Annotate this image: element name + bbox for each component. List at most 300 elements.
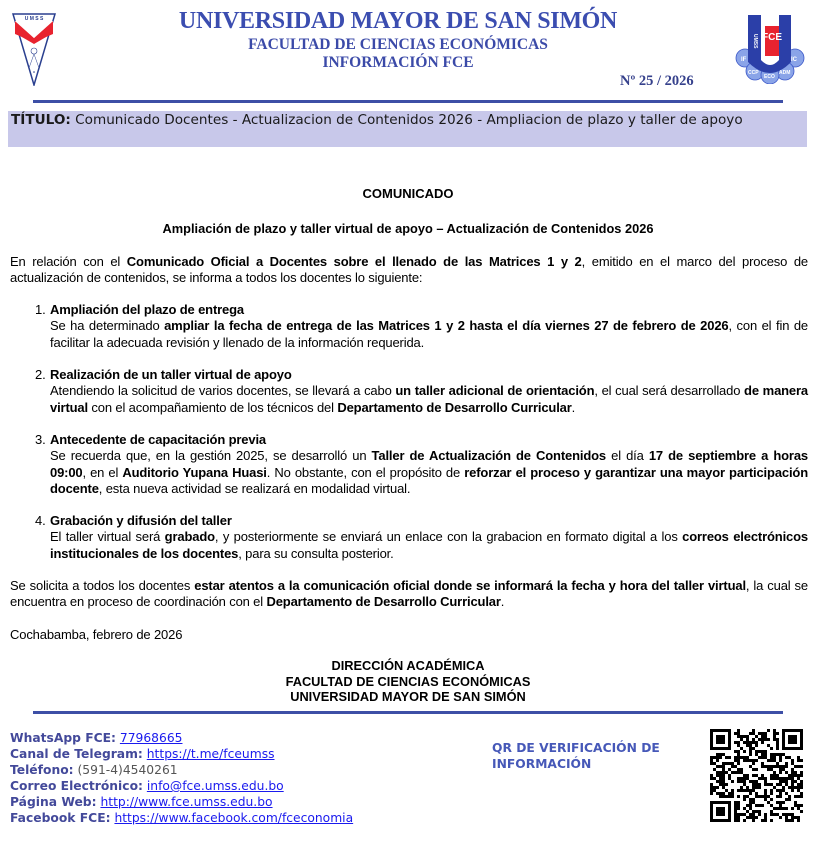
qr-module	[734, 807, 737, 810]
qr-module	[755, 780, 758, 783]
qr-module	[737, 771, 740, 774]
qr-module	[779, 765, 782, 768]
item-bold: de manera virtual	[50, 383, 809, 415]
item-bold: 17 de septiembre a horas 09:00	[50, 448, 808, 480]
qr-module	[746, 774, 749, 777]
qr-module	[779, 759, 782, 762]
contact-website	[10, 794, 353, 810]
qr-module	[764, 789, 767, 792]
qr-module	[797, 786, 800, 789]
qr-module	[752, 768, 755, 771]
contact-whatsapp	[10, 730, 353, 746]
qr-module	[794, 765, 797, 768]
qr-module	[755, 741, 758, 744]
qr-module	[710, 756, 713, 759]
qr-module	[782, 801, 785, 804]
qr-module	[719, 756, 722, 759]
qr-module	[785, 765, 788, 768]
qr-module	[782, 768, 785, 771]
qr-module	[770, 813, 773, 816]
closing-bold: estar atentos a la comunicación oficial donde se informará la fecha y hora del taller virtual	[194, 578, 746, 593]
qr-module	[800, 786, 803, 789]
qr-module	[758, 750, 761, 753]
qr-module	[785, 819, 788, 822]
qr-module	[752, 810, 755, 813]
qr-module	[770, 804, 773, 807]
qr-module	[761, 819, 764, 822]
qr-module	[779, 768, 782, 771]
contact-phone	[10, 762, 353, 778]
qr-module	[755, 786, 758, 789]
list-item-number: 4.	[35, 513, 46, 528]
qr-module	[752, 786, 755, 789]
qr-module	[773, 777, 776, 780]
qr-module	[743, 783, 746, 786]
qr-module	[788, 798, 791, 801]
qr-module	[725, 762, 728, 765]
qr-module	[785, 807, 788, 810]
section-name: INFORMACIÓN FCE	[322, 54, 474, 71]
qr-module	[785, 777, 788, 780]
qr-module	[719, 771, 722, 774]
qr-module	[767, 738, 770, 741]
qr-module	[767, 768, 770, 771]
qr-module	[755, 816, 758, 819]
qr-module	[761, 738, 764, 741]
qr-module	[746, 786, 749, 789]
qr-module	[761, 750, 764, 753]
qr-module	[743, 759, 746, 762]
qr-module	[728, 777, 731, 780]
qr-module	[767, 759, 770, 762]
qr-module	[749, 792, 752, 795]
contact-label: Página Web:	[10, 795, 97, 809]
qr-module	[770, 753, 773, 756]
qr-module	[725, 789, 728, 792]
qr-module	[791, 819, 794, 822]
qr-module	[743, 780, 746, 783]
fce-logo-icon	[735, 12, 805, 84]
qr-module	[755, 759, 758, 762]
qr-module	[800, 810, 803, 813]
qr-module	[791, 786, 794, 789]
qr-module	[797, 804, 800, 807]
qr-module	[710, 783, 713, 786]
contact-label: Correo Electrónico:	[10, 779, 143, 793]
svg-text:ADM: ADM	[779, 70, 791, 76]
qr-module	[788, 777, 791, 780]
qr-module	[755, 783, 758, 786]
list-item-title: Ampliación del plazo de entrega	[50, 302, 245, 317]
qr-module	[734, 816, 737, 819]
qr-module	[791, 807, 794, 810]
qr-module	[731, 795, 734, 798]
phone-number: (591-4)4540261	[77, 763, 178, 777]
qr-module	[755, 795, 758, 798]
qr-module	[779, 801, 782, 804]
qr-module	[737, 735, 740, 738]
qr-module	[725, 783, 728, 786]
qr-module	[758, 783, 761, 786]
qr-module	[764, 813, 767, 816]
qr-module	[791, 816, 794, 819]
qr-module	[797, 789, 800, 792]
qr-module	[779, 807, 782, 810]
qr-module	[770, 777, 773, 780]
qr-module	[749, 813, 752, 816]
qr-module	[734, 819, 737, 822]
qr-module	[773, 738, 776, 741]
qr-module	[764, 765, 767, 768]
qr-module	[797, 759, 800, 762]
qr-module	[716, 774, 719, 777]
qr-module	[740, 756, 743, 759]
qr-module	[728, 762, 731, 765]
qr-module	[740, 789, 743, 792]
contact-facebook	[10, 810, 353, 826]
qr-module	[779, 804, 782, 807]
qr-module	[746, 756, 749, 759]
qr-module	[797, 816, 800, 819]
intro-bold: Comunicado Oficial a Docentes sobre el llenado de las Matrices 1 y 2	[126, 254, 582, 269]
list-item	[35, 367, 809, 416]
qr-module	[764, 738, 767, 741]
facebook-link[interactable]: https://www.facebook.com/fceconomia	[114, 811, 354, 825]
qr-module	[749, 807, 752, 810]
item-text: Se ha determinado	[50, 318, 165, 334]
qr-module	[737, 732, 740, 735]
qr-module	[779, 771, 782, 774]
qr-module	[788, 795, 791, 798]
qr-module	[743, 807, 746, 810]
list-item	[35, 432, 809, 497]
qr-module	[770, 747, 773, 750]
item-bold: Departamento de Desarrollo Curricular	[337, 399, 572, 415]
qr-module	[716, 780, 719, 783]
qr-module	[734, 813, 737, 816]
qr-module	[764, 750, 767, 753]
qr-module	[737, 816, 740, 819]
qr-module	[716, 759, 719, 762]
qr-module	[758, 810, 761, 813]
footer-divider	[33, 711, 783, 714]
qr-module	[797, 783, 800, 786]
qr-module	[764, 819, 767, 822]
qr-module	[758, 738, 761, 741]
qr-module	[716, 765, 719, 768]
qr-module	[731, 780, 734, 783]
qr-module	[770, 792, 773, 795]
qr-module	[737, 795, 740, 798]
qr-module	[761, 795, 764, 798]
header-divider	[33, 100, 783, 103]
item-text: , en el	[82, 464, 123, 480]
qr-module	[716, 771, 719, 774]
item-text: , el cual será desarrollado	[594, 383, 745, 399]
email-link[interactable]: info@fce.umss.edu.bo	[146, 779, 284, 793]
item-text: , esta nueva actividad se realizará en modalidad virtual.	[98, 480, 411, 496]
qr-module	[755, 774, 758, 777]
qr-module	[773, 813, 776, 816]
qr-module	[776, 807, 779, 810]
svg-text:IF: IF	[741, 57, 747, 63]
qr-module	[788, 774, 791, 777]
qr-module	[791, 780, 794, 783]
qr-module	[722, 783, 725, 786]
qr-module	[743, 774, 746, 777]
intro-paragraph	[10, 254, 808, 287]
contact-label: Teléfono:	[10, 763, 74, 777]
qr-module	[716, 792, 719, 795]
list-item-title: Antecedente de capacitación previa	[50, 432, 266, 447]
qr-module	[791, 813, 794, 816]
qr-module	[734, 810, 737, 813]
qr-module	[731, 792, 734, 795]
item-bold: correos electrónicos institucionales de los docentes	[50, 529, 809, 561]
qr-module	[731, 765, 734, 768]
qr-module	[761, 741, 764, 744]
qr-module	[767, 765, 770, 768]
list-item-number: 1.	[35, 302, 46, 317]
qr-module	[719, 783, 722, 786]
qr-module	[800, 792, 803, 795]
qr-module	[725, 771, 728, 774]
contact-telegram	[10, 746, 353, 762]
qr-module	[746, 738, 749, 741]
qr-module	[749, 753, 752, 756]
qr-module	[722, 768, 725, 771]
item-bold: ampliar la fecha de entrega de las Matrices 1 y 2 hasta el día viernes 27 de febrero de 2026	[164, 318, 729, 334]
qr-module	[764, 816, 767, 819]
qr-module	[773, 786, 776, 789]
qr-module	[746, 795, 749, 798]
qr-module	[752, 738, 755, 741]
qr-module	[731, 771, 734, 774]
document-heading: COMUNICADO	[362, 186, 454, 201]
qr-module	[737, 744, 740, 747]
qr-module	[794, 771, 797, 774]
qr-module	[746, 810, 749, 813]
website-link[interactable]: http://www.fce.umss.edu.bo	[100, 795, 273, 809]
qr-module	[734, 801, 737, 804]
qr-module	[755, 735, 758, 738]
qr-module	[758, 804, 761, 807]
qr-module	[773, 774, 776, 777]
university-name: UNIVERSIDAD MAYOR DE SAN SIMÓN	[178, 8, 618, 34]
footer-contacts	[10, 730, 353, 826]
qr-module	[791, 762, 794, 765]
qr-module	[722, 792, 725, 795]
qr-module	[767, 729, 770, 732]
signature-line: DIRECCIÓN ACADÉMICA	[331, 658, 485, 673]
qr-module	[740, 780, 743, 783]
qr-label: QR DE VERIFICACIÓN DE INFORMACIÓN	[492, 741, 660, 771]
qr-module	[737, 780, 740, 783]
qr-module	[764, 783, 767, 786]
qr-module	[785, 780, 788, 783]
qr-module	[791, 771, 794, 774]
qr-module	[716, 786, 719, 789]
qr-module	[752, 774, 755, 777]
qr-module	[737, 807, 740, 810]
qr-module	[749, 780, 752, 783]
qr-module	[791, 789, 794, 792]
qr-module	[728, 768, 731, 771]
faculty-name: FACULTAD DE CIENCIAS ECONÓMICAS	[248, 36, 548, 53]
qr-module	[770, 759, 773, 762]
qr-module	[743, 789, 746, 792]
qr-module	[785, 762, 788, 765]
qr-module	[776, 813, 779, 816]
qr-module	[749, 747, 752, 750]
qr-module	[791, 777, 794, 780]
qr-module	[713, 777, 716, 780]
qr-module	[773, 732, 776, 735]
telegram-link[interactable]: https://t.me/fceumss	[146, 747, 275, 761]
qr-module	[785, 792, 788, 795]
qr-module	[767, 795, 770, 798]
qr-module	[746, 789, 749, 792]
qr-module	[800, 759, 803, 762]
qr-module	[746, 735, 749, 738]
qr-module	[749, 789, 752, 792]
list-item	[35, 302, 808, 351]
qr-module	[710, 759, 713, 762]
qr-module	[710, 774, 713, 777]
qr-module	[770, 765, 773, 768]
qr-module	[785, 771, 788, 774]
qr-module	[710, 786, 713, 789]
qr-module	[740, 738, 743, 741]
qr-module	[800, 765, 803, 768]
qr-module	[758, 756, 761, 759]
item-text: , con el fin de facilitar la adecuada revisión y llenado de la información requerida.	[50, 318, 808, 350]
qr-module	[743, 741, 746, 744]
qr-module	[782, 780, 785, 783]
issue-number: Nº 25 / 2026	[620, 73, 694, 89]
qr-module	[764, 780, 767, 783]
qr-module	[770, 783, 773, 786]
qr-module	[722, 786, 725, 789]
qr-module	[737, 729, 740, 732]
qr-module	[794, 816, 797, 819]
qr-module	[782, 789, 785, 792]
qr-module	[782, 807, 785, 810]
qr-module	[770, 810, 773, 813]
document-header	[0, 0, 832, 110]
qr-module	[794, 795, 797, 798]
qr-module	[746, 744, 749, 747]
qr-module	[779, 777, 782, 780]
list-item-number: 3.	[35, 432, 46, 447]
qr-module	[773, 765, 776, 768]
qr-module	[740, 747, 743, 750]
qr-module	[749, 759, 752, 762]
qr-module	[797, 819, 800, 822]
qr-module	[746, 777, 749, 780]
qr-module	[761, 753, 764, 756]
title-label: TÍTULO:	[11, 112, 71, 128]
qr-module	[740, 813, 743, 816]
qr-module	[740, 777, 743, 780]
qr-module	[782, 753, 785, 756]
qr-module	[746, 816, 749, 819]
qr-module	[722, 771, 725, 774]
title-band	[8, 111, 807, 147]
qr-module	[797, 795, 800, 798]
qr-module	[776, 795, 779, 798]
qr-module	[791, 759, 794, 762]
qr-module	[779, 816, 782, 819]
qr-module	[743, 777, 746, 780]
qr-module	[764, 795, 767, 798]
place-date: Cochabamba, febrero de 2026	[10, 627, 183, 642]
qr-module	[734, 771, 737, 774]
qr-module	[785, 813, 788, 816]
qr-module	[788, 786, 791, 789]
qr-module	[773, 753, 776, 756]
whatsapp-link[interactable]: 77968665	[119, 731, 183, 745]
qr-module	[734, 804, 737, 807]
qr-module	[794, 801, 797, 804]
qr-module	[773, 756, 776, 759]
qr-module	[743, 798, 746, 801]
qr-module	[794, 774, 797, 777]
qr-module	[794, 780, 797, 783]
qr-module	[773, 735, 776, 738]
qr-module	[782, 765, 785, 768]
qr-module	[800, 795, 803, 798]
qr-module	[713, 786, 716, 789]
qr-module	[734, 765, 737, 768]
qr-module	[737, 750, 740, 753]
list-item-number: 2.	[35, 367, 46, 382]
item-text: , y posteriormente se enviará un enlace con la grabacion en formato digital a los	[214, 529, 683, 545]
qr-module	[776, 765, 779, 768]
qr-module	[776, 777, 779, 780]
qr-module	[740, 735, 743, 738]
qr-module	[743, 813, 746, 816]
qr-module	[770, 798, 773, 801]
qr-module	[719, 795, 722, 798]
qr-module	[743, 756, 746, 759]
qr-module	[749, 804, 752, 807]
signature-line: UNIVERSIDAD MAYOR DE SAN SIMÓN	[290, 689, 526, 704]
qr-module	[737, 813, 740, 816]
signature-block	[0, 658, 816, 705]
list-item	[35, 513, 809, 562]
qr-module	[755, 768, 758, 771]
qr-module	[797, 807, 800, 810]
qr-module	[779, 753, 782, 756]
qr-module	[752, 741, 755, 744]
qr-module	[734, 741, 737, 744]
qr-module	[797, 777, 800, 780]
qr-module	[755, 753, 758, 756]
item-text: .	[571, 399, 576, 415]
qr-module	[710, 789, 713, 792]
qr-module	[785, 756, 788, 759]
qr-code-icon[interactable]	[710, 728, 803, 823]
qr-module	[779, 780, 782, 783]
title-text: Comunicado Docentes - Actualizacion de Contenidos 2026 - Ampliacion de plazo y taller de apoyo	[75, 112, 743, 128]
item-text: el día	[606, 448, 649, 464]
qr-module	[755, 744, 758, 747]
contact-label: Facebook FCE:	[10, 811, 111, 825]
qr-module	[737, 762, 740, 765]
qr-module	[737, 753, 740, 756]
qr-module	[770, 756, 773, 759]
